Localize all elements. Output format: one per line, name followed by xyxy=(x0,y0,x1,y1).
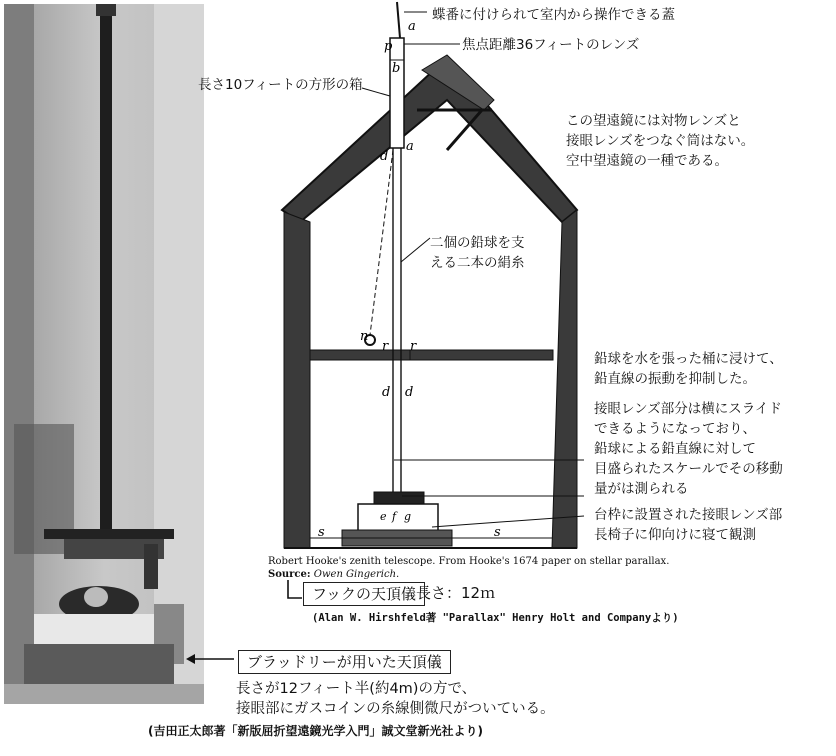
label-eyepiece-5: 量がは測られる xyxy=(594,481,689,497)
bradley-arrow-icon xyxy=(186,652,236,666)
letter-r2: r xyxy=(410,339,417,354)
label-stand-2: 長椅子に仰向けに寝て観測 xyxy=(594,527,756,543)
bradley-citation: (吉田正太郎著「新版屈折望遠鏡光学入門」誠文堂新光社より) xyxy=(148,724,483,738)
hinged-lid xyxy=(397,2,400,38)
label-box: 長さ10フィートの方形の箱 xyxy=(198,77,363,93)
hooke-length: 長さ：12ｍ xyxy=(416,584,496,602)
letter-e: e xyxy=(380,510,387,523)
letter-d-top: d xyxy=(380,149,389,164)
letter-n: n xyxy=(360,329,369,344)
letter-g: g xyxy=(404,510,412,523)
letter-d1: d xyxy=(382,385,391,400)
letter-f: f xyxy=(392,510,397,523)
label-lens: 焦点距離36フィートのレンズ xyxy=(462,37,640,53)
bradley-title: ブラッドリーが用いた天頂儀 xyxy=(238,650,451,674)
label-lid: 蝶番に付けられて室内から操作できる蓋 xyxy=(432,7,675,23)
label-eyepiece-2: できるようになっており、 xyxy=(594,421,756,437)
label-threads-1: 二個の鉛球を支 xyxy=(430,235,525,251)
label-eyepiece-1: 接眼レンズ部分は横にスライド xyxy=(594,401,782,417)
bradley-desc-1: 長さが12フィート半(約4m)の方で、 xyxy=(236,681,477,697)
label-eyepiece-3: 鉛球による鉛直線に対して xyxy=(594,441,756,457)
source-label: Source: xyxy=(268,569,311,580)
upper-floor-right xyxy=(410,350,553,360)
letter-b: b xyxy=(392,61,401,76)
square-box xyxy=(390,38,404,148)
label-eyepiece-4: 目盛られたスケールでその移動 xyxy=(594,461,783,477)
upper-floor-left xyxy=(310,350,410,360)
label-no-tube-1: この望遠鏡には対物レンズと xyxy=(566,113,741,129)
hooke-title: フックの天頂儀 xyxy=(303,582,425,606)
source-caption-line1: Robert Hooke's zenith telescope. From Hooke's 1674 paper on stellar parallax. xyxy=(268,556,670,567)
letter-d2: d xyxy=(405,385,414,400)
right-wall xyxy=(552,210,577,548)
label-threads-2: える二本の絹糸 xyxy=(430,255,525,271)
letter-s1: s xyxy=(318,525,325,540)
label-no-tube-2: 接眼レンズをつなぐ筒はない。 xyxy=(566,133,755,149)
letter-a: a xyxy=(408,19,416,34)
letter-r1: r xyxy=(382,339,389,354)
label-bucket-1: 鉛球を水を張った桶に浸けて、 xyxy=(594,351,783,367)
letter-a2: a xyxy=(406,139,414,154)
left-wall xyxy=(284,212,310,548)
letter-p: p xyxy=(384,39,393,54)
source-name: Owen Gingerich. xyxy=(313,569,400,580)
label-no-tube-3: 空中望遠鏡の一種である。 xyxy=(566,153,728,169)
label-stand-1: 台枠に設置された接眼レンズ部 xyxy=(594,507,783,523)
bradley-desc-2: 接眼部にガスコインの糸線側微尺がついている。 xyxy=(236,701,555,717)
hooke-arrow-icon xyxy=(284,578,304,602)
hooke-citation: (Alan W. Hirshfeld著 "Parallax" Henry Holt and Companyより) xyxy=(312,612,679,624)
letter-s2: s xyxy=(494,525,501,540)
bradley-zenith-sector-photo xyxy=(4,4,204,704)
label-bucket-2: 鉛直線の振動を抑制した。 xyxy=(594,371,756,387)
